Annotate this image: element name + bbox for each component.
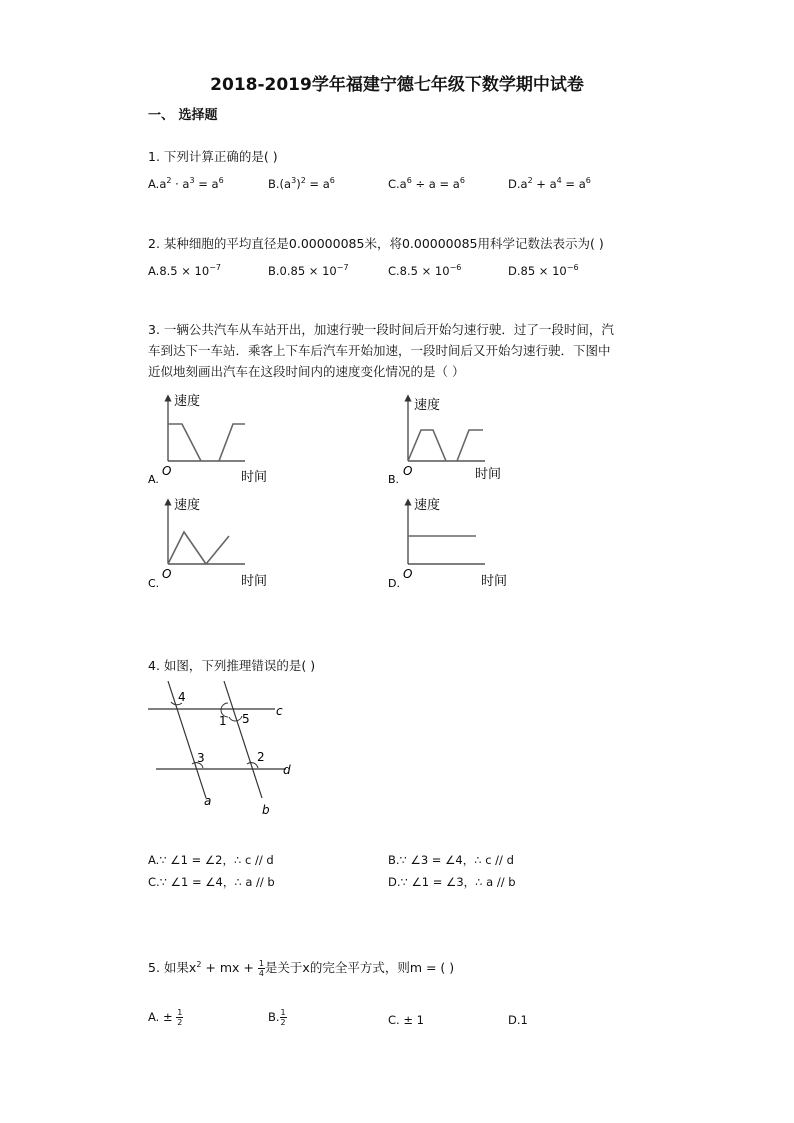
q3-stem-line3: 近似地刻画出汽车在这段时间内的速度变化情况的是（ ） xyxy=(148,364,465,379)
q3-graph-b[interactable] xyxy=(385,392,525,488)
q1-option-c[interactable]: $C.a^6 \div a = a^6$ xyxy=(388,176,465,191)
q5-option-c[interactable]: C. ± 1 xyxy=(388,1013,424,1027)
speed-curve xyxy=(168,424,245,461)
q4-option-a[interactable]: A.∵ ∠1 = ∠2，∴ c // d xyxy=(148,853,274,867)
x-axis-label: 时间 xyxy=(475,467,502,482)
q1-option-d[interactable]: $D.a^2 + a^4 = a^6$ xyxy=(508,176,591,191)
origin-label: O xyxy=(162,464,172,478)
q4-option-b[interactable]: B.∵ ∠3 = ∠4，∴ c // d xyxy=(388,853,514,867)
option-label: C. xyxy=(148,577,160,590)
q2-option-b[interactable]: $B.0.85 \times 10^{-7}$ xyxy=(268,263,349,278)
q4-option-d[interactable]: D.∵ ∠1 = ∠3，∴ a // b xyxy=(388,875,516,889)
origin-label: O xyxy=(403,567,413,581)
q1-option-a[interactable]: $A.a^2 \cdot a^3 = a^6$ xyxy=(148,176,224,191)
q5-stem: 5. 如果$x^2$ + mx + $\frac{1}{4}$ 是关于x的完全平方式，则m = ( ) xyxy=(148,959,455,978)
section-heading: 一、 选择题 xyxy=(148,108,218,123)
q4-option-c[interactable]: C.∵ ∠1 = ∠4，∴ a // b xyxy=(148,875,275,889)
speed-curve xyxy=(408,430,483,461)
origin-label: O xyxy=(162,567,172,581)
speed-curve xyxy=(168,532,229,564)
q3-graph-c[interactable] xyxy=(145,496,285,592)
line-d-label: d xyxy=(283,763,291,777)
option-label: B. xyxy=(388,473,400,486)
q3-graph-d[interactable] xyxy=(385,496,525,592)
q2-option-d[interactable]: $D.85 \times 10^{-6}$ xyxy=(508,263,579,278)
q5-fraction: $\frac{1}{4}$ xyxy=(258,959,264,978)
page-title: 2018-2019学年福建宁德七年级下数学期中试卷 xyxy=(210,75,584,95)
option-label: D. xyxy=(388,577,400,590)
q2-stem: 2. 某种细胞的平均直径是0.00000085米，将0.00000085用科学记数法表示为( ) xyxy=(148,236,604,251)
y-axis-label: 速度 xyxy=(174,394,201,409)
origin-label: O xyxy=(403,464,413,478)
angle-5-label: 5 xyxy=(242,712,250,726)
angle-1-label: 1 xyxy=(219,714,227,728)
line-b xyxy=(224,681,262,798)
q3-graph-a[interactable] xyxy=(145,392,285,488)
q5-option-d[interactable]: D.1 xyxy=(508,1013,528,1027)
x-axis-label: 时间 xyxy=(481,574,508,589)
line-b-label: b xyxy=(262,803,270,817)
option-label: A. xyxy=(148,473,159,486)
y-axis-label: 速度 xyxy=(414,398,441,413)
q4-figure xyxy=(140,676,310,821)
x-axis-label: 时间 xyxy=(241,470,268,485)
x-axis-label: 时间 xyxy=(241,574,268,589)
y-axis-label: 速度 xyxy=(174,498,201,513)
q4-stem: 4. 如图，下列推理错误的是( ) xyxy=(148,658,316,673)
q1-option-b[interactable]: $B.(a^3)^2 = a^6$ xyxy=(268,176,335,191)
angle-3-label: 3 xyxy=(197,751,205,765)
line-a-label: a xyxy=(204,794,212,808)
q3-stem-line2: 车到达下一车站．乘客上下车后汽车开始加速，一段时间后又开始匀速行驶．下图中 xyxy=(148,343,611,358)
q2-option-a[interactable]: $A.8.5 \times 10^{-7}$ xyxy=(148,263,221,278)
q5-option-b[interactable]: B. $\frac{1}{2}$ xyxy=(268,1008,286,1027)
angle-4-label: 4 xyxy=(178,690,186,704)
q2-option-c[interactable]: $C.8.5 \times 10^{-6}$ xyxy=(388,263,462,278)
q5-option-a[interactable]: A. ± $\frac{1}{2}$ xyxy=(148,1008,183,1027)
line-c-label: c xyxy=(276,704,283,718)
q1-stem: 1. 下列计算正确的是( ) xyxy=(148,149,278,164)
y-axis-label: 速度 xyxy=(414,498,441,513)
angle-2-label: 2 xyxy=(257,750,265,764)
q3-stem-line1: 3. 一辆公共汽车从车站开出，加速行驶一段时间后开始匀速行驶．过了一段时间，汽 xyxy=(148,322,614,337)
line-a xyxy=(168,681,206,798)
